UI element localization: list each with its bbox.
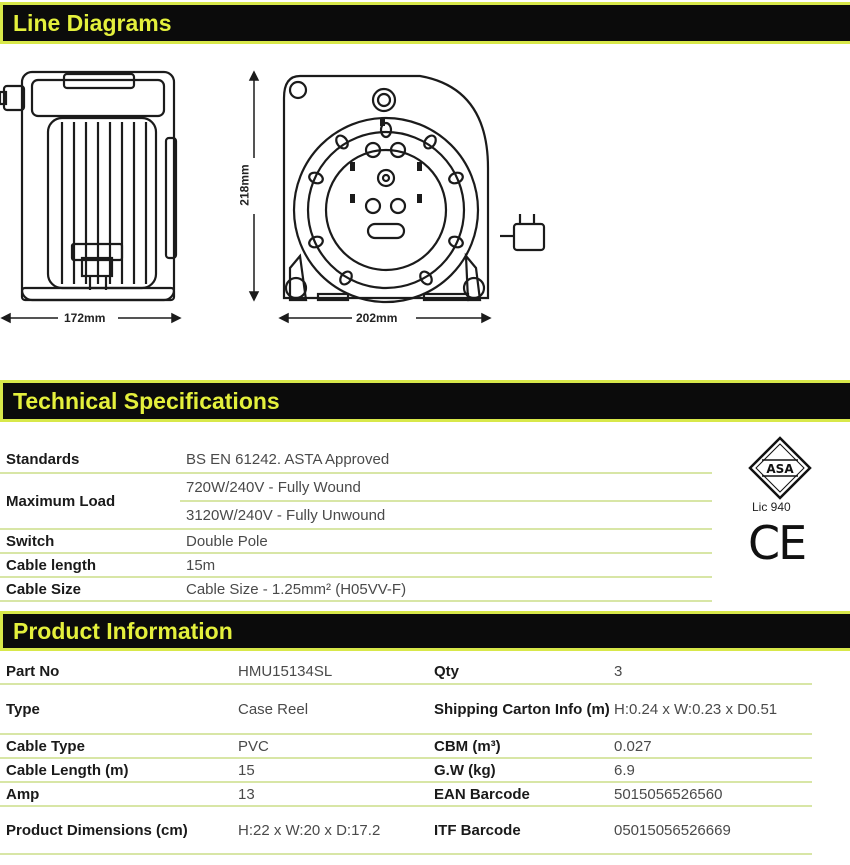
table-row bbox=[0, 806, 812, 854]
product-label: Qty bbox=[430, 660, 610, 684]
product-value: 15 bbox=[232, 758, 430, 782]
product-label: Part No bbox=[0, 660, 232, 684]
section-title-text: Line Diagrams bbox=[13, 9, 172, 36]
product-value: PVC bbox=[232, 734, 430, 758]
table-row bbox=[0, 782, 812, 806]
product-label: Amp bbox=[0, 782, 232, 806]
product-value: 6.9 bbox=[610, 758, 812, 782]
product-value: 3 bbox=[610, 660, 812, 684]
table-row bbox=[0, 577, 712, 601]
product-value: 05015056526669 bbox=[610, 806, 812, 854]
product-label: Shipping Carton Info (m) bbox=[430, 684, 610, 734]
spec-label: Switch bbox=[0, 529, 180, 553]
asta-mark-text: ASA bbox=[766, 462, 794, 476]
table-row bbox=[0, 734, 812, 758]
product-label: Cable Type bbox=[0, 734, 232, 758]
table-row bbox=[0, 553, 712, 577]
table-row bbox=[0, 529, 712, 553]
line-diagrams bbox=[0, 58, 850, 338]
product-label: Type bbox=[0, 684, 232, 734]
spec-label: Cable Size bbox=[0, 577, 180, 601]
product-label: CBM (m³) bbox=[430, 734, 610, 758]
table-row bbox=[0, 473, 712, 501]
asta-diamond-icon bbox=[740, 436, 830, 506]
spec-value: 15m bbox=[180, 553, 712, 577]
licence-number: Lic 940 bbox=[752, 500, 791, 514]
product-value: 0.027 bbox=[610, 734, 812, 758]
product-information-table bbox=[0, 660, 812, 855]
spec-label: Cable length bbox=[0, 553, 180, 577]
product-label: Cable Length (m) bbox=[0, 758, 232, 782]
front-width-dimension: 202mm bbox=[356, 311, 398, 325]
product-value: HMU15134SL bbox=[232, 660, 430, 684]
table-row bbox=[0, 660, 812, 684]
reel-line-drawing bbox=[0, 58, 850, 338]
product-label: EAN Barcode bbox=[430, 782, 610, 806]
ce-mark: CE bbox=[748, 516, 806, 570]
table-row bbox=[0, 684, 812, 734]
product-label: ITF Barcode bbox=[430, 806, 610, 854]
spec-value: Double Pole bbox=[180, 529, 712, 553]
table-row bbox=[0, 758, 812, 782]
section-title-text: Product Information bbox=[13, 617, 233, 644]
table-row bbox=[0, 447, 712, 473]
product-value: 13 bbox=[232, 782, 430, 806]
spec-value: Cable Size - 1.25mm² (H05VV-F) bbox=[180, 577, 712, 601]
side-width-dimension: 172mm bbox=[64, 311, 106, 325]
section-title-line-diagrams bbox=[0, 2, 850, 44]
product-value: H:0.24 x W:0.23 x D0.51 bbox=[610, 684, 812, 734]
product-label: G.W (kg) bbox=[430, 758, 610, 782]
spec-value: BS EN 61242. ASTA Approved bbox=[180, 447, 712, 473]
product-value: Case Reel bbox=[232, 684, 430, 734]
section-title-text: Technical Specifications bbox=[13, 387, 280, 414]
product-value: H:22 x W:20 x D:17.2 bbox=[232, 806, 430, 854]
section-title-product-information bbox=[0, 611, 850, 651]
spec-label: Maximum Load bbox=[0, 473, 180, 529]
product-value: 5015056526560 bbox=[610, 782, 812, 806]
height-dimension: 218mm bbox=[237, 164, 252, 206]
product-label: Product Dimensions (cm) bbox=[0, 806, 232, 854]
spec-value: 720W/240V - Fully Wound bbox=[180, 473, 712, 501]
spec-label: Standards bbox=[0, 447, 180, 473]
section-title-technical-specifications bbox=[0, 380, 850, 422]
spec-value: 3120W/240V - Fully Unwound bbox=[180, 501, 712, 529]
technical-specifications-table bbox=[0, 447, 712, 602]
